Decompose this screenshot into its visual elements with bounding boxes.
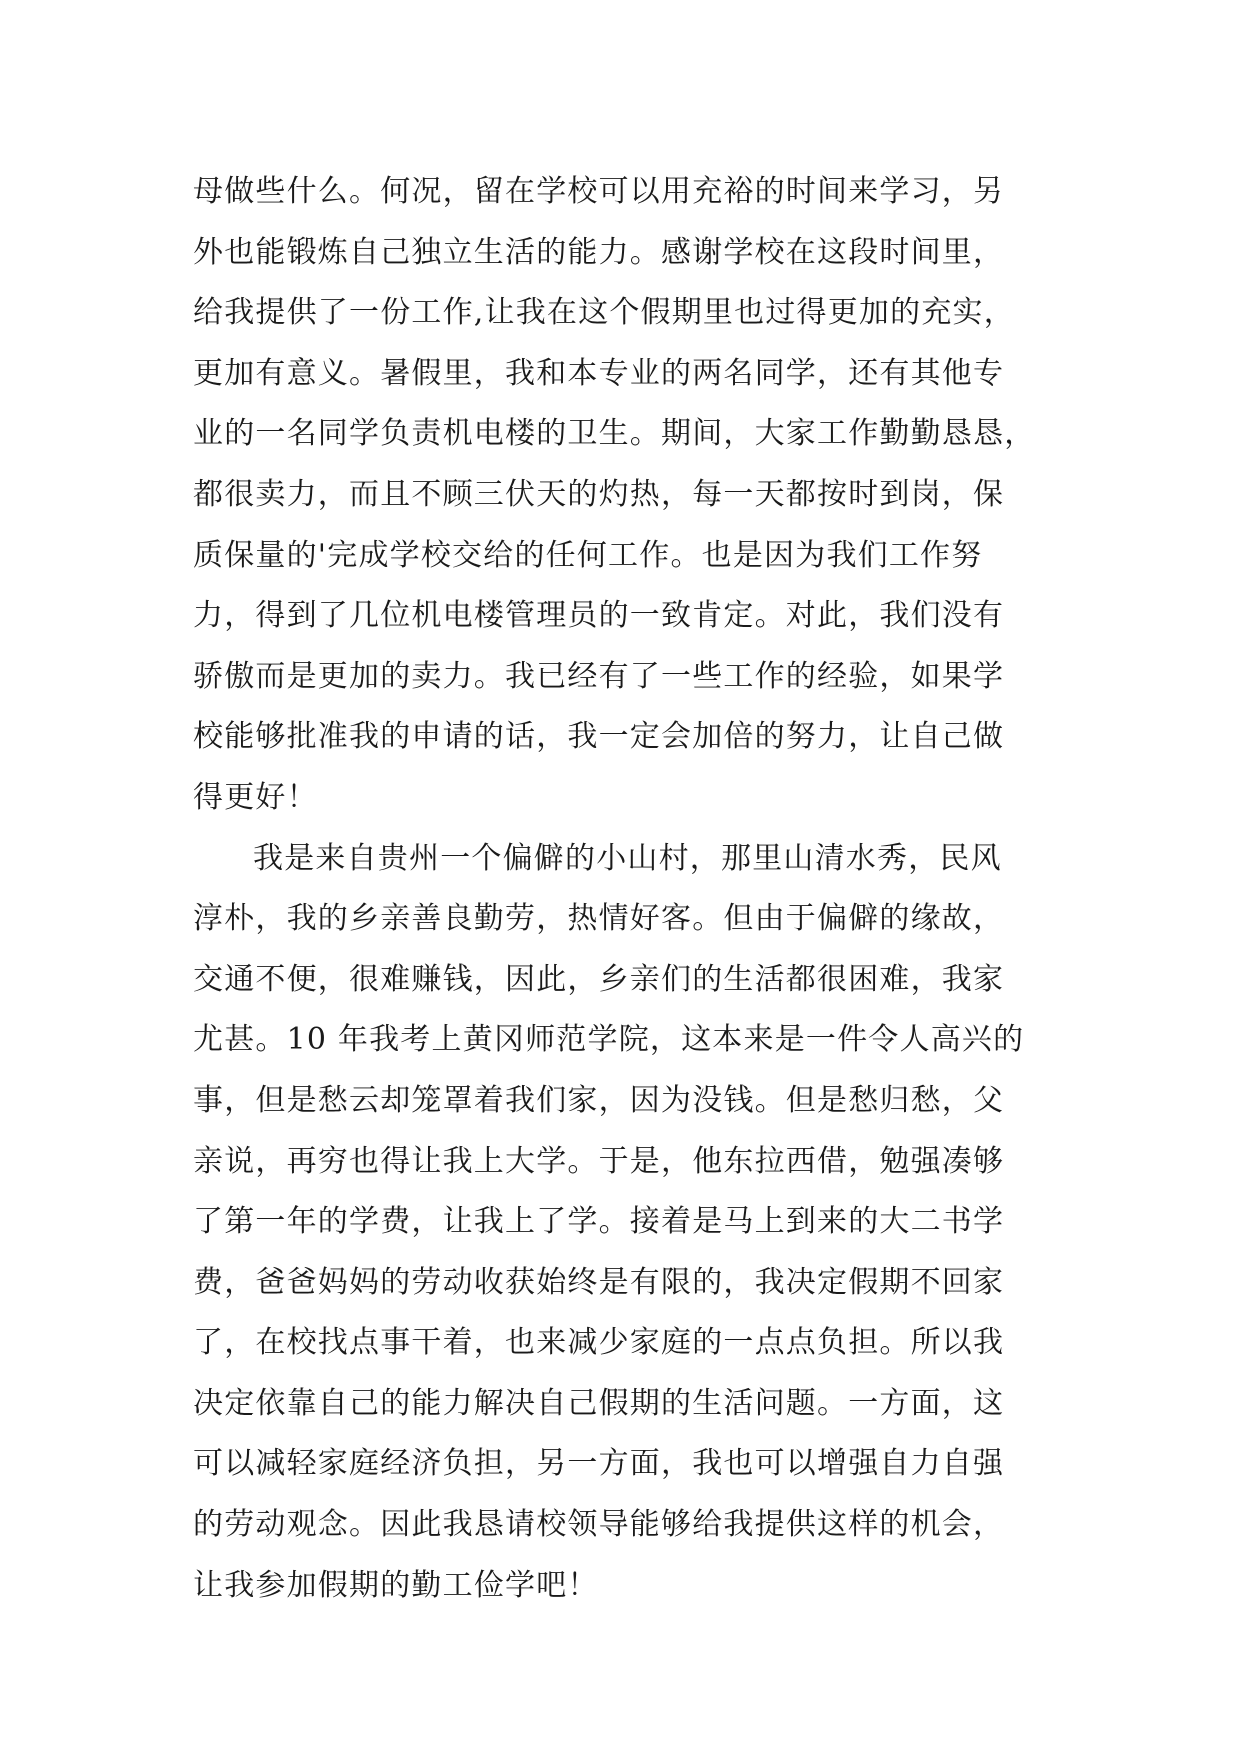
paragraph-line: 我是来自贵州一个偏僻的小山村，那里山清水秀，民风: [253, 840, 1002, 876]
paragraph-line: 母做些什么。何况，留在学校可以用充裕的时间来学习，另: [193, 174, 1005, 209]
paragraph-line: 淳朴，我的乡亲善良勤劳，热情好客。但由于偏僻的缘故，: [193, 901, 1005, 937]
document-body: [193, 162, 1073, 1616]
paragraph-2: [193, 829, 1073, 1617]
paragraph-line: 亲说，再穷也得让我上大学。于是，他东拉西借，勉强凑够: [193, 1143, 1005, 1179]
paragraph-line: 更加有意义。暑假里，我和本专业的两名同学，还有其他专: [193, 355, 1005, 391]
paragraph-line: 费，爸爸妈妈的劳动收获始终是有限的，我决定假期不回家: [193, 1264, 1005, 1300]
paragraph-line: 力，得到了几位机电楼管理员的一致肯定。对此，我们没有: [193, 598, 1005, 634]
paragraph-line: 给我提供了一份工作,让我在这个假期里也过得更加的充实，: [193, 295, 1015, 331]
paragraph-line: 事，但是愁云却笼罩着我们家，因为没钱。但是愁归愁，父: [193, 1082, 1005, 1118]
paragraph-line: 外也能锻炼自己独立生活的能力。感谢学校在这段时间里，: [193, 234, 1005, 270]
paragraph-line: 校能够批准我的申请的话，我一定会加倍的努力，让自己做: [193, 719, 1005, 755]
paragraph-line: 的劳动观念。因此我恳请校领导能够给我提供这样的机会，: [193, 1507, 1005, 1543]
paragraph-line: 了第一年的学费，让我上了学。接着是马上到来的大二书学: [193, 1204, 1005, 1240]
paragraph-line: 都很卖力，而且不顾三伏天的灼热，每一天都按时到岗，保: [193, 476, 1005, 512]
paragraph-line: 质保量的'完成学校交给的任何工作。也是因为我们工作努: [193, 537, 983, 573]
paragraph-line: 了，在校找点事干着，也来减少家庭的一点点负担。所以我: [193, 1325, 1005, 1361]
paragraph-1: [193, 162, 1073, 829]
paragraph-line: 让我参加假期的勤工俭学吧！: [193, 1567, 599, 1603]
paragraph-line: 骄傲而是更加的卖力。我已经有了一些工作的经验，如果学: [193, 658, 1005, 694]
paragraph-line: 交通不便，很难赚钱，因此，乡亲们的生活都很困难，我家: [193, 961, 1005, 997]
paragraph-line: 决定依靠自己的能力解决自己假期的生活问题。一方面，这: [193, 1385, 1005, 1421]
paragraph-line: 得更好！: [193, 779, 318, 815]
paragraph-line: 业的一名同学负责机电楼的卫生。期间，大家工作勤勤恳恳，: [193, 416, 1036, 452]
paragraph-line: 可以减轻家庭经济负担，另一方面，我也可以增强自力自强: [193, 1446, 1005, 1482]
paragraph-line: 尤甚。10 年我考上黄冈师范学院，这本来是一件令人高兴的: [193, 1022, 1025, 1058]
